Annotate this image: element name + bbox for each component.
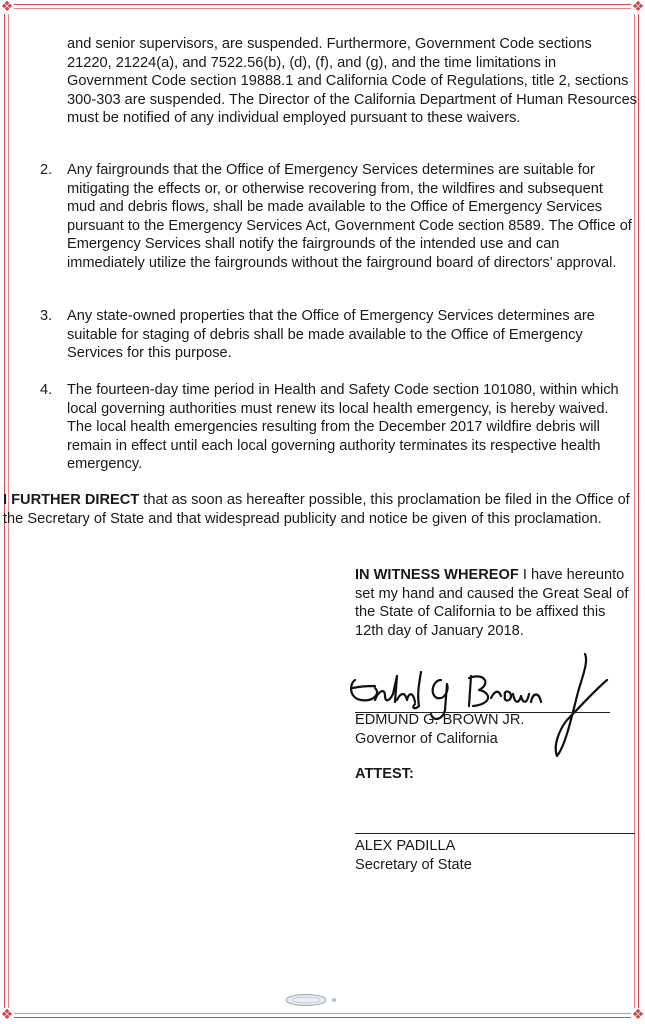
paper-watermark-seal [282,993,344,1007]
list-item-text: Any state-owned properties that the Office of Emergency Services determines are suitable for staging of debris shall be made available to the Office of Emergency Services for this purpose. [67,308,595,362]
signer-name: EDMUND G. BROWN JR. [355,712,525,728]
corner-ornament-icon: ❖ [0,1007,14,1023]
further-direct-text: that as soon as hereafter possible, this proclamation be filed in the Office of the Secretary of State and that widespread publicity and notice be given of this proclamation. [3,492,630,527]
attester-title: Secretary of State [355,857,472,873]
list-item-number: 3. [40,308,53,324]
list-item-text: The fourteen-day time period in Health and Safety Code section 101080, within which local governing authorities must renew its local health emergency, is hereby waived. The local health emergencies resulting from the December 2017 wildfire debris will remain in effect until each local governing authority terminates its respective health emergency. [67,382,619,473]
further-direct-paragraph [3,491,639,528]
witness-paragraph [355,566,630,640]
witness-text: I have hereunto set my hand and caused the Great Seal of the State of California to be affixed this 12th day of January 2018. [355,567,629,639]
corner-ornament-icon: ❖ [631,1007,645,1023]
corner-ornament-icon: ❖ [0,0,14,15]
corner-ornament-icon: ❖ [631,0,645,15]
attest-signature-line [355,833,635,834]
continuation-paragraph: and senior supervisors, are suspended. Furthermore, Government Code sections 21220, 21224(a), and 7522.56(b), (d), (f), and (g), and the time limitations in Government Code section 19888.1 and California Code of Regulations, title 2, sections 300-303 are suspended. The Director of the California Department of Human Resources must be notified of any individual employed pursuant to these waivers. [67,36,638,127]
attester-name: ALEX PADILLA [355,838,456,854]
further-direct-lead: I FURTHER DIRECT [3,492,140,508]
list-item-text: Any fairgrounds that the Office of Emergency Services determines are suitable for mitigating the effects or, or otherwise recovering from, the wildfires and subsequent mud and debris flows, shall be made available to the Office of Emergency Services pursuant to the Emergency Services Act, Government Code section 8589. The Office of Emergency Services shall notify the fairgrounds of the intended use and can immediately utilize the fairgrounds without the fairground board of directors’ approval. [67,162,632,271]
witness-lead: IN WITNESS WHEREOF [355,567,519,583]
list-item-number: 4. [40,382,53,398]
attest-label: ATTEST: [355,766,414,782]
list-item-number: 2. [40,162,53,178]
signer-title: Governor of California [355,731,498,747]
